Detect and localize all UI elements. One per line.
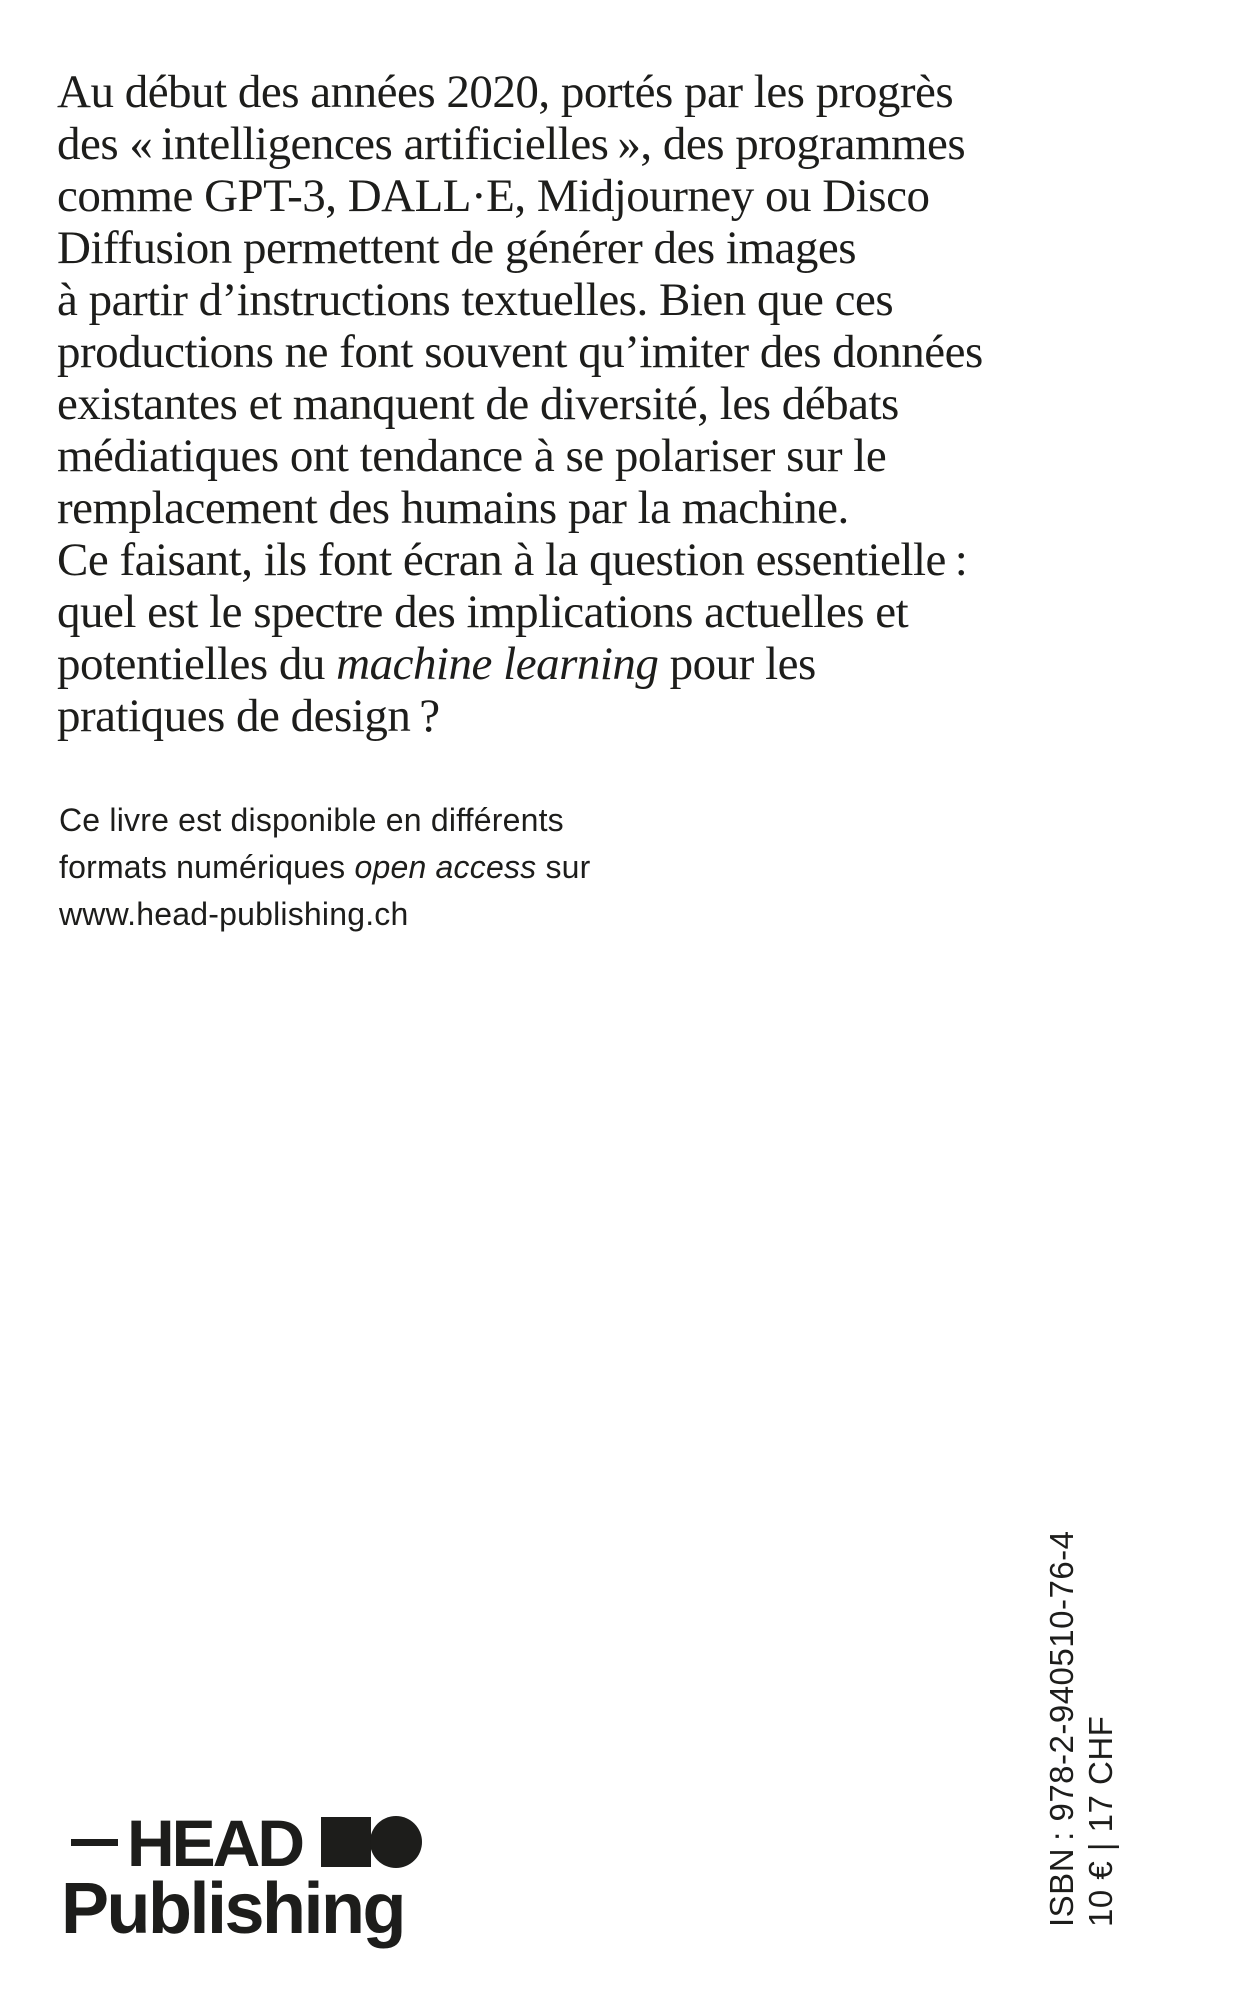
publisher-name: HEAD <box>127 1806 303 1880</box>
blurb-line <box>57 638 983 690</box>
blurb-line: Au début des années 2020, portés par les progrès <box>57 66 954 118</box>
availability-line-segment: sur <box>536 849 591 885</box>
blurb-line: Diffusion permettent de générer des images <box>57 222 857 274</box>
blurb-line: Ce faisant, ils font écran à la question essentielle : <box>57 534 968 586</box>
blurb-line: remplacement des humains par la machine. <box>57 482 849 534</box>
blurb-line-segment: potentielles du <box>57 638 337 690</box>
isbn-text: ISBN : 978-2-940510-76-4 <box>1043 1530 1080 1927</box>
logo-circle-icon <box>370 1816 422 1868</box>
publisher-url: www.head-publishing.ch <box>59 896 409 932</box>
availability-line: Ce livre est disponible en différents <box>59 802 564 838</box>
logo-dash-icon <box>71 1839 118 1846</box>
availability-line <box>59 844 591 891</box>
blurb-line: médiatiques ont tendance à se polariser sur le <box>57 430 887 482</box>
italic-term-machine-learning: machine learning <box>336 638 659 690</box>
publisher-logo <box>57 1806 497 1965</box>
price-text: 10 € | 17 CHF <box>1082 1715 1119 1927</box>
blurb-line: productions ne font souvent qu’imiter des données <box>57 326 983 378</box>
logo-square-icon <box>321 1817 371 1867</box>
blurb-line: des « intelligences artificielles », des programmes <box>57 118 966 170</box>
blurb-line: comme GPT-3, DALL·E, Midjourney ou Disco <box>57 170 930 222</box>
availability-note <box>59 797 591 938</box>
blurb-line: à partir d’instructions textuelles. Bien que ces <box>57 274 894 326</box>
blurb-paragraph <box>57 66 983 742</box>
blurb-line: existantes et manquent de diversité, les débats <box>57 378 899 430</box>
blurb-line-segment: pour les <box>658 638 816 690</box>
blurb-line: pratiques de design ? <box>57 690 440 742</box>
publisher-subname: Publishing <box>61 1869 404 1949</box>
blurb-line: quel est le spectre des implications actuelles et <box>57 586 909 638</box>
imprint-vertical <box>1042 1530 1120 1927</box>
availability-line-segment: formats numériques <box>59 849 355 885</box>
italic-term-open-access: open access <box>354 849 537 885</box>
